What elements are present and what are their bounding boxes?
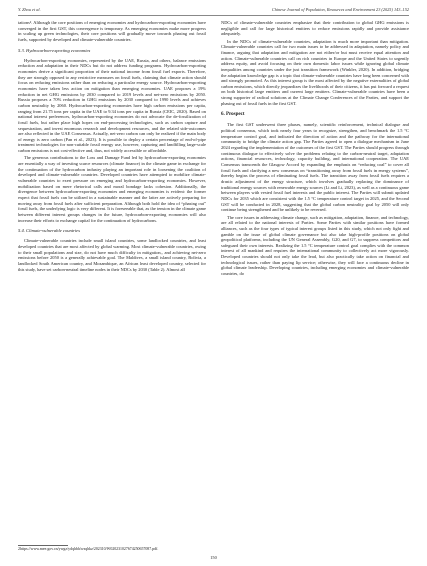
paragraph: The generous contributions to the Loss and Damage Fund led by hydrocarbon-exporting economies are essentially a way of investing scarce resources (climate finance) in the climate game in exchange for the continuation of the hydrocarbon industry playing an important role in loosening the coalition of developed and climate-vulnerable countries. Developed countries have attempted to mobilize climate-vulnerable countries to exert pressure on emerging and hydrocarbon-exporting economies. However, mobilization based on mere rhetorical calls and moral bondage lacks cohesion. Additionally, the divergence between hydrocarbon-exporting economies and emerging economies is evident: the former expect that fossil fuels can be utilized in a sustainable manner and the latter are actively preparing for moving away from fossil fuels after sufficient preparation. Although both hold the idea of “phasing out” fossil fuels, the underlying logic is very different. It is foreseeable that, as the tension in the climate game between different interest groups changes in the future, hydrocarbon-exporting economies will also increase their efforts to exchange capital for the continuation of hydrocarbons.	[18, 155, 206, 223]
running-header	[18, 7, 409, 15]
paragraph: The first GST underwent three phases, namely, scientific reinforcement, technical dialogue and political consensus, which took nearly four years to recognize, strengthen, and benchmark the 1.5 °C temperature control goal, and indicated the direction of action and the pathway for the international community to bridge the climate action gap. The Parties agreed to open a dialogue mechanism in June 2024 regarding the implementation of the outcomes of the first GST. The Parties should progress through continuous dialogue to effectively solve the problems relating to the carbon-neutral target, adaptation actions, financial resources, technology, capacity building, and international cooperation. The UAE Consensus transcends the Glasgow Accord by expanding the emphasis on “reducing coal” to cover all fossil fuels and clarifying a new consensus on “transitioning away from fossil fuels in energy systems”, thereby begins the process of eliminating fossil fuels. The transition away from fossil fuels requires a drastic adjustment of the energy structure, which involves gradually replacing the dominance of traditional energy sources with renewable energy sources (Li and Li, 2023), as well as a continuous game between players with vested fossil fuel interests and the public interest. The Parties will submit updated NDCs for 2035 which are consistent with the 1.5 °C temperature control target in 2025, and the Second GST will be conducted in 2028, suggesting that the global carbon neutrality goal by 2050 will only continue being strengthened and be unlikely to be reversed.	[221, 122, 409, 213]
section-heading: 6. Prospect	[221, 112, 245, 118]
paragraph: In the NDCs of climate-vulnerable countries, adaptation is much more important than mitigation. Climate-vulnerable countries call for two main issues to be addressed in adaptation, namely policy and finance, arguing that adaptation and mitigation are not either/or but must receive equal attention and action. Climate-vulnerable countries call on rich countries in Europe and the United States to urgently address equity, and avoid focusing on their own domestic labor issues while ignoring global climate inequalities among countries under the just transition framework (Winkler, 2020). In addition, bridging the adaptation knowledge gap is a topic that climate-vulnerable countries have long been concerned with and strongly promoted. As this interest group is the most affected by the negative externalities of global carbon emissions, which directly jeopardizes the livelihoods of their citizens, it has put forward a request on both historical large emitters and current large emitters. Climate-vulnerable countries have been a strong supporter of radical solutions at the Climate Change Conferences of the Parties, and support the phasing out of fossil fuels in the first GST.	[221, 38, 409, 106]
left-column	[18, 20, 206, 274]
paragraph: Hydrocarbon-exporting economies, represented by the UAE, Russia, and others, balance emissions reduction and adaptation in their NDCs but do not address funding programs. Hydrocarbon-exporting economies derive a significant proportion of their national income from fossil fuel exports. Therefore, they are strongly opposed to any restrictive measures on fossil fuels, claiming that climate action should focus on reducing emissions rather than on reducing a particular energy source. Hydrocarbon-exporting economies have taken less action on mitigation than emerging economies. UAE proposes a 19% reduction in net GHG emissions by 2030 compared to 2019 levels and net-zero emissions by 2050. Russia proposes a 70% reduction in GHG emissions by 2030 compared to 1990 levels and achieves carbon neutrality by 2060. Hydrocarbon-exporting economies have high carbon emissions per capita, ranging from 21.75 tons per capita in the UAE to 9.34 tons per capita in Russia (CEIC, 2020). Based on national interest preferences, hydrocarbon-exporting economies do not advocate the de-fossilization of fossil fuels, but rather place high hopes on end-processing technologies, such as carbon capture and sequestration, and invest enormous research and development resources, and the related side-outcomes are also reflected in the UAE Consensus. Actually, net-zero carbon can only be realized if the main body of energy is zero carbon (Pan et al., 2023). It is possible to deploy a certain percentage of end-of-pipe treatment technologies for non-cuttable fossil energy use, however, capturing and landfilling large-scale carbon emissions is not cost-effective and, thus, not widely accessible or affordable.	[18, 57, 206, 154]
section-heading: 5.3. Hydrocarbon-exporting economies	[18, 47, 91, 53]
page-number: 150	[210, 555, 217, 560]
header-authors: Y. Zhou et al.	[18, 7, 41, 12]
paragraph: The core issues in addressing climate change, such as mitigation, adaptation, finance, and technology, are all related to the national interests of Parties. Some Parties with similar positions have formed alliances, such as the four types of typical interest groups listed in this study, which not only fight and gamble on the issue of global climate governance but also take high-profile positions on global geopolitical platforms, including the UN General Assembly, G20, and G7, to suppress competitors and safeguard their own interests. Realizing the 1.5 °C temperature control goal complies with the common interest of all mankind and requires the international community to collectively act more vigorously. Developed countries should not only take the lead, but also practically take action on financial and technological issues, rather than paying lip service; otherwise, they will face a continuous decline in global climate leadership. Developing countries, including emerging economies and climate-vulnerable countries, do	[221, 214, 409, 277]
paragraph: Climate-vulnerable countries include small island countries, some landlocked countries, and least developed countries that are most affected by global warming. Most climate-vulnerable countries, owing to their small populations and size, do not have much difficulty in mitigation,, and achieving net-zero emissions before 2050 is a generally achievable goal. The Maldives, a small island country, Bolivia, a landlocked South American country, and Mozambique, an African least developed country, selected for this study, have set carbon-neutral timeline nodes in their NDCs by 2030 (Table 2). Almost all	[18, 238, 206, 272]
header-journal: Chinese Journal of Population, Resources and Environment 23 (2025) 143–152	[271, 7, 409, 12]
paragraph: NDCs of climate-vulnerable countries emphasize that their contribution to global GHG emissions is negligible and call for large historical emitters to reduce emissions rapidly and provide assistance adequately.	[221, 20, 409, 37]
footnote-rule	[18, 545, 68, 546]
section-heading: 5.4. Climate-vulnerable countries	[18, 228, 81, 234]
paragraph: tations². Although the core positions of emerging economies and hydrocarbon-exporting economies have converged in the first GST, this convergence is temporary. As emerging economies make more progress in scaling up green technologies, their core positions will gradually move towards phasing out fossil fuels, supported by developed and climate-vulnerable countries.	[18, 20, 206, 42]
right-column	[221, 20, 409, 278]
footnote: 2https://www.mee.gov.cn/ywgz/ydqhbh/wsqhkz/202310/W020231027674250657087.pdf.	[18, 547, 159, 551]
header-rule	[18, 15, 409, 16]
